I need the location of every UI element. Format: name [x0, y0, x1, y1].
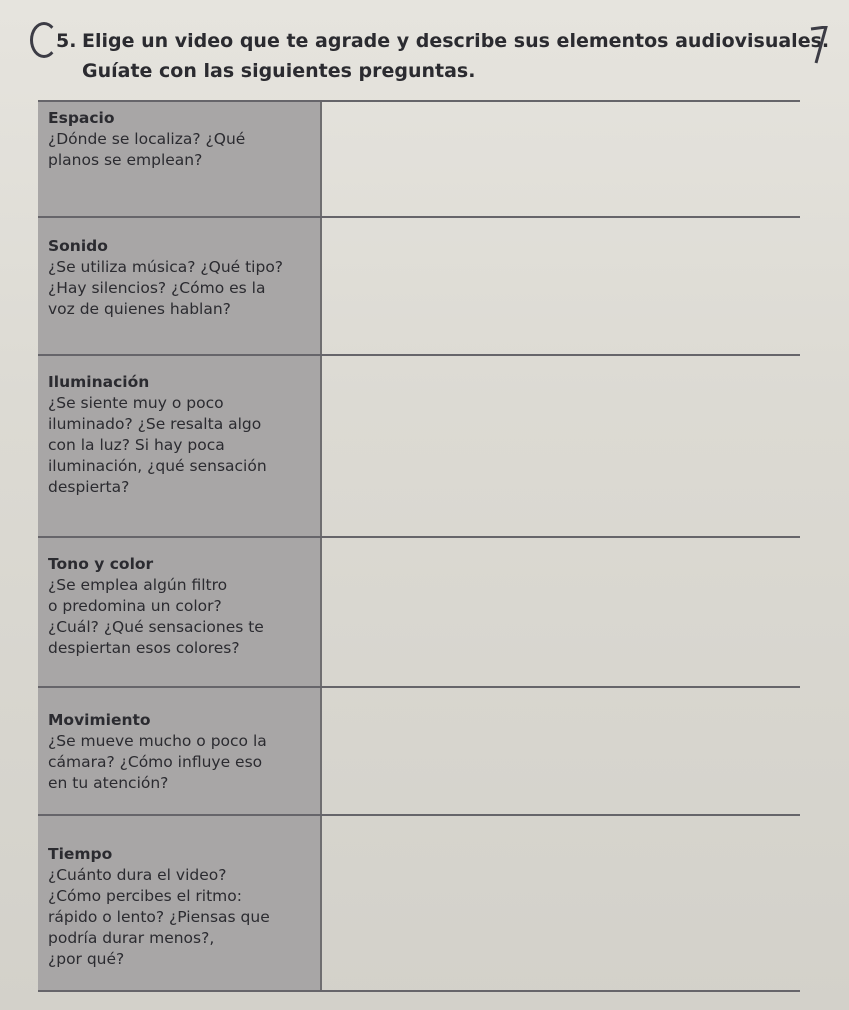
- row-question: ¿Se utiliza música? ¿Qué tipo? ¿Hay silencios? ¿Cómo es la voz de quienes hablan?: [48, 258, 284, 318]
- answer-cell-iluminacion[interactable]: [324, 356, 800, 536]
- row-tiempo: [48, 844, 320, 970]
- answer-cell-tono-color[interactable]: [324, 538, 800, 686]
- corner-bracket-icon: [810, 26, 828, 64]
- row-label: Sonido: [48, 237, 108, 255]
- answer-cell-sonido[interactable]: [324, 218, 800, 354]
- question-number: 5.: [56, 30, 77, 52]
- row-question: ¿Cuánto dura el video? ¿Cómo percibes el ritmo: rápido o lento? ¿Piensas que podría durar menos?, ¿por qué?: [48, 866, 270, 968]
- row-tono-color: [48, 554, 320, 659]
- row-movimiento: [48, 710, 320, 794]
- row-question: ¿Se mueve mucho o poco la cámara? ¿Cómo influye eso en tu atención?: [48, 732, 267, 792]
- row-iluminacion: [48, 372, 320, 498]
- row-label: Tiempo: [48, 845, 113, 863]
- question-subtitle: Guíate con las siguientes preguntas.: [82, 60, 476, 82]
- row-label: Movimiento: [48, 711, 151, 729]
- row-label: Iluminación: [48, 373, 150, 391]
- row-sonido: [48, 236, 320, 320]
- row-label: Tono y color: [48, 555, 154, 573]
- circle-mark-icon: [30, 22, 58, 58]
- analysis-table: [38, 100, 800, 992]
- row-question: ¿Dónde se localiza? ¿Qué planos se emplean?: [48, 130, 246, 169]
- answer-cell-tiempo[interactable]: [324, 816, 800, 990]
- row-question: ¿Se siente muy o poco iluminado? ¿Se resalta algo con la luz? Si hay poca iluminación, ¿qué sensación despierta?: [48, 394, 267, 496]
- row-espacio: [48, 108, 320, 171]
- row-divider: [38, 990, 800, 992]
- row-question: ¿Se emplea algún filtro o predomina un color? ¿Cuál? ¿Qué sensaciones te despiertan esos colores?: [48, 576, 264, 657]
- row-label: Espacio: [48, 109, 115, 127]
- column-divider: [320, 100, 322, 992]
- question-title: Elige un video que te agrade y describe sus elementos audiovisuales.: [82, 30, 830, 52]
- answer-cell-movimiento[interactable]: [324, 688, 800, 814]
- answer-cell-espacio[interactable]: [324, 102, 800, 216]
